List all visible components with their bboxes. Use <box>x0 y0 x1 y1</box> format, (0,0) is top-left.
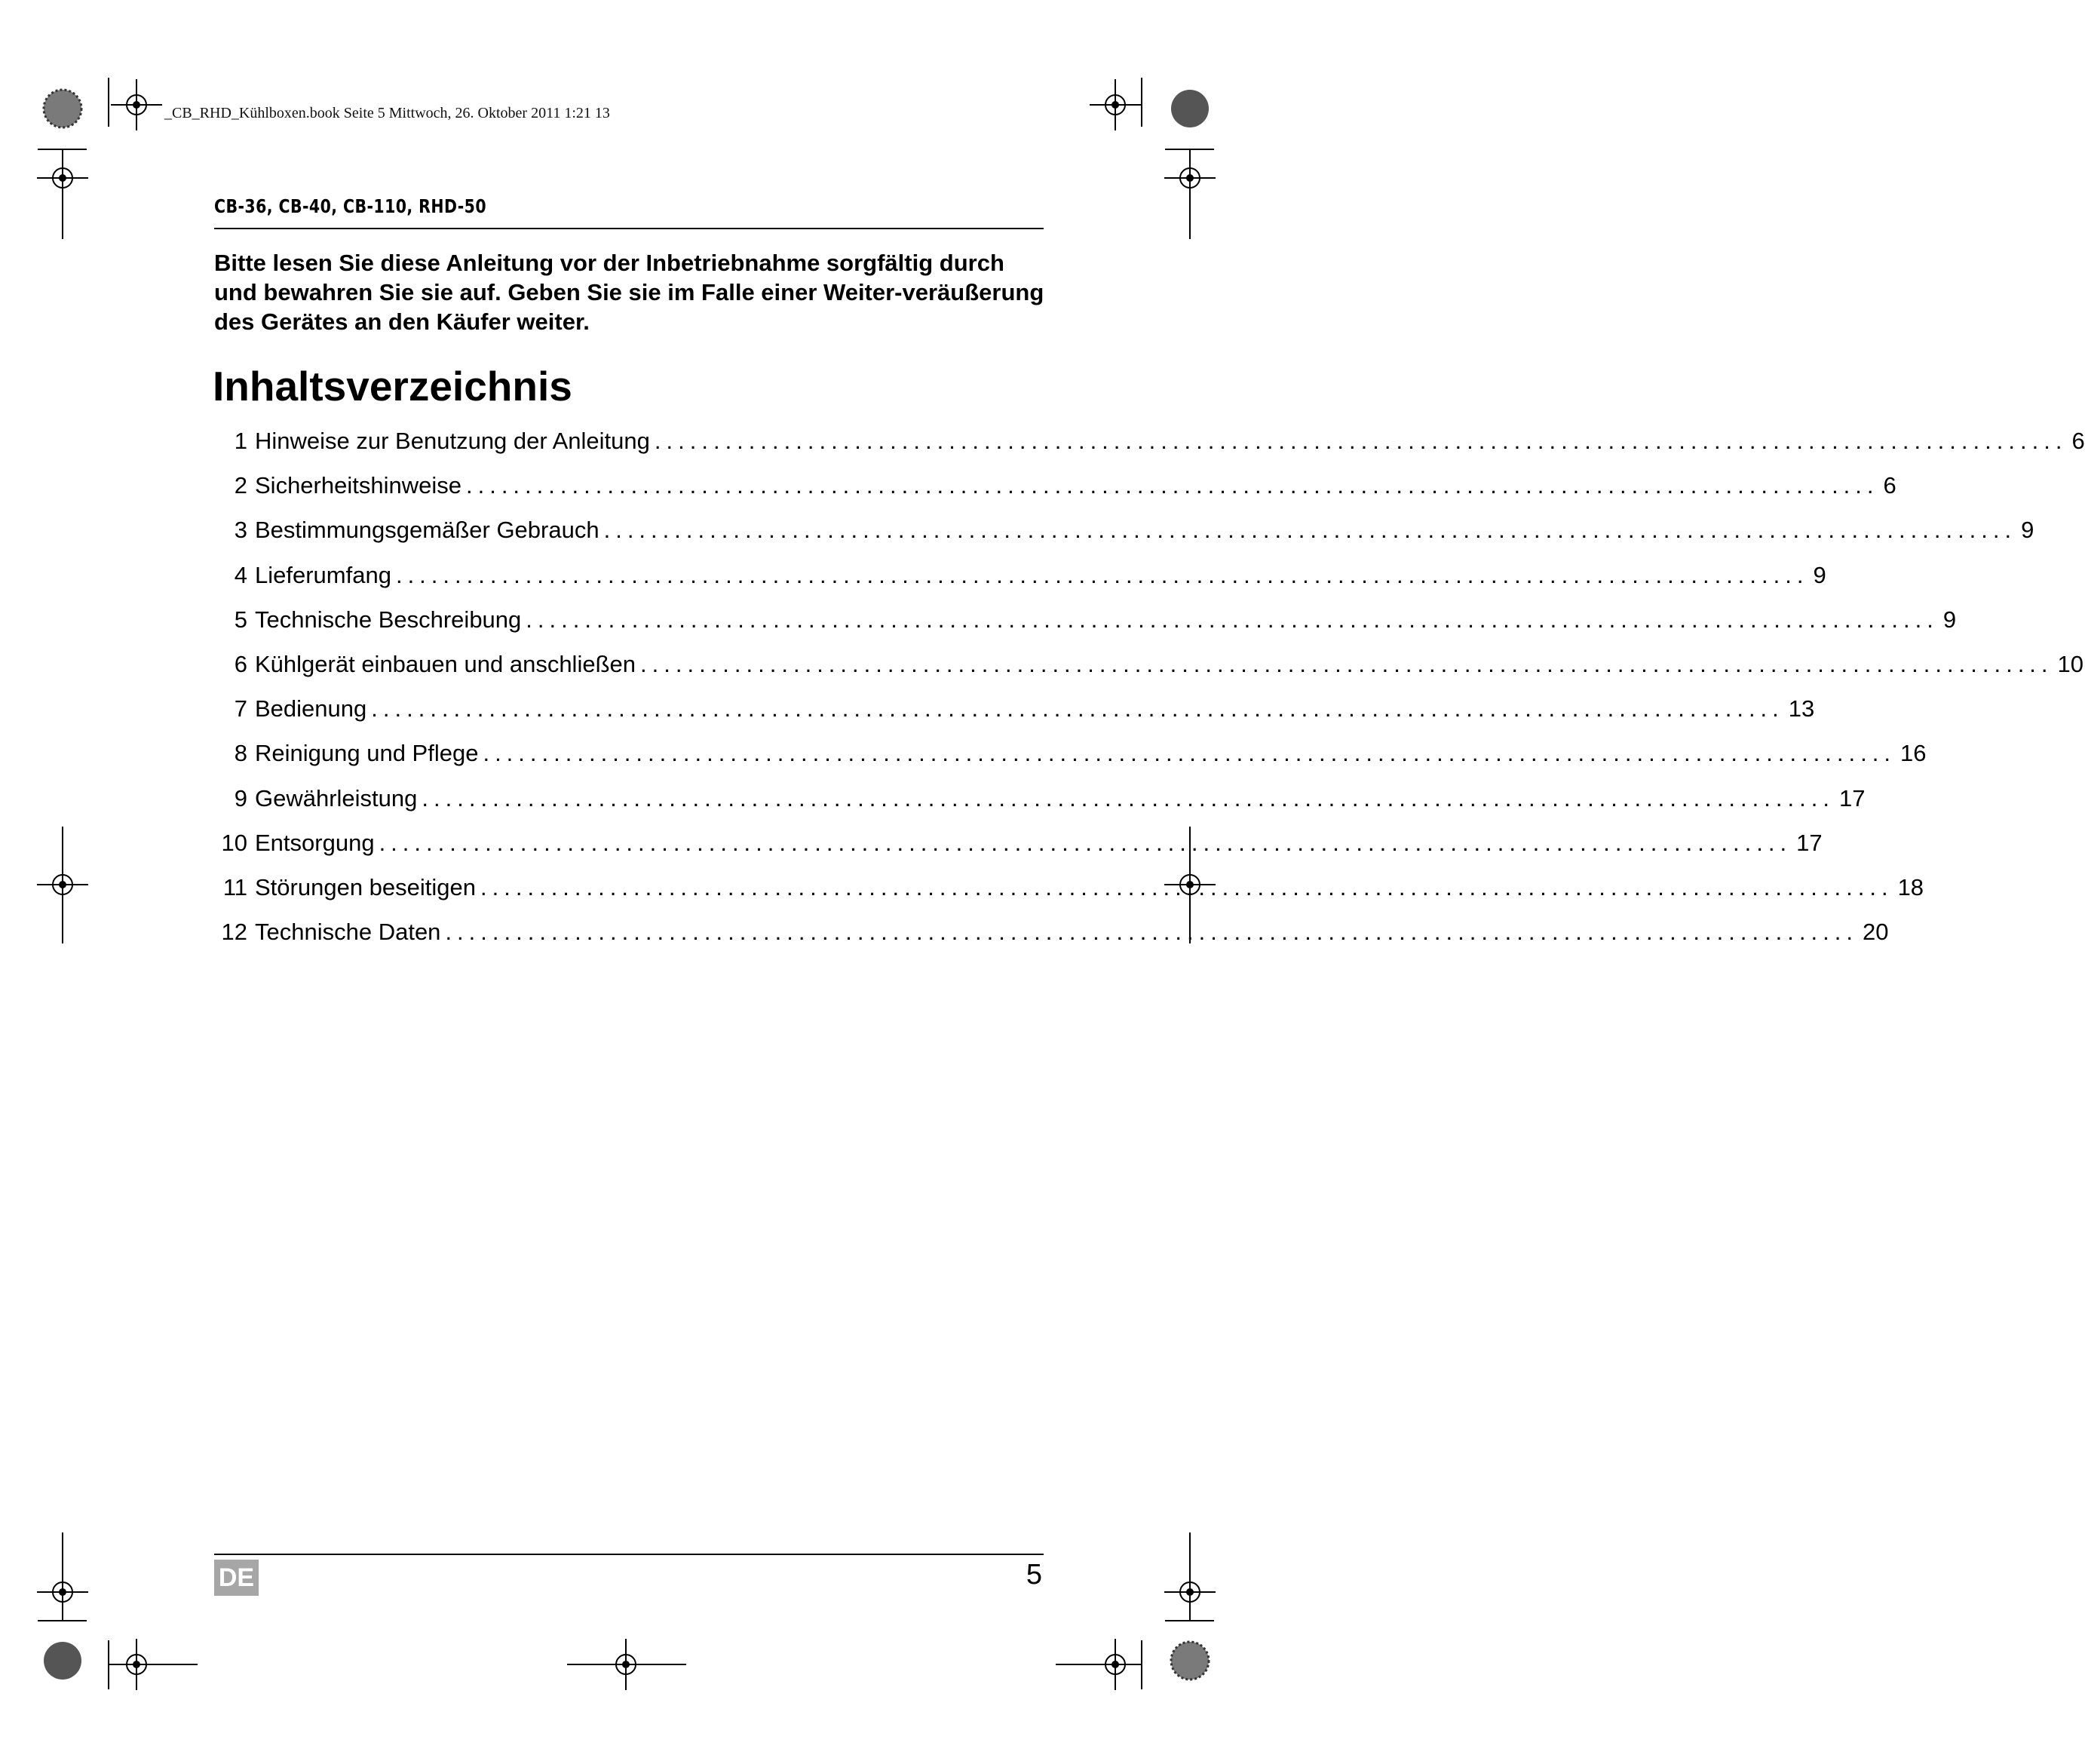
toc-entry[interactable] <box>219 827 1823 872</box>
language-badge: DE <box>214 1560 259 1596</box>
toc-entry[interactable] <box>219 693 1815 738</box>
toc-leader-dots: ........................................................................................................................ <box>526 606 1939 633</box>
toc-entry-page: 17 <box>1838 784 1866 811</box>
toc-leader-dots: ........................................................................................................................ <box>483 740 1896 767</box>
toc-entry-number: 8 <box>234 740 247 767</box>
toc-entry-title: Gewährleistung <box>255 784 418 811</box>
toc-entry-page: 9 <box>1942 606 1957 633</box>
toc-entry-page: 20 <box>1862 919 1889 946</box>
toc-entry-number: 10 <box>221 829 247 856</box>
toc-entry-page: 10 <box>2057 650 2084 677</box>
toc-leader-dots: ........................................................................................................................ <box>445 919 1858 946</box>
toc-entry-title: Bestimmungsgemäßer Gebrauch <box>255 517 599 544</box>
toc-entry-page: 13 <box>1788 695 1815 722</box>
toc-leader-dots: ........................................................................................................................ <box>465 472 1879 499</box>
toc-leader-dots: ........................................................................................................................ <box>371 695 1784 722</box>
toc-entry-title: Entsorgung <box>255 829 375 856</box>
toc-leader-dots: ........................................................................................................................ <box>640 650 2053 677</box>
toc-title: Inhaltsverzeichnis <box>213 363 572 410</box>
toc-entry-number: 3 <box>234 517 247 544</box>
toc-entry-title: Kühlgerät einbauen und anschließen <box>255 650 636 677</box>
print-slug: _CB_RHD_Kühlboxen.book Seite 5 Mittwoch, 26. Oktober 2011 1:21 13 <box>164 105 610 121</box>
toc-entry-title: Lieferumfang <box>255 561 391 588</box>
toc-entry-title: Sicherheitshinweise <box>255 472 461 499</box>
toc-entry[interactable] <box>219 514 2034 559</box>
toc-entry-page: 18 <box>1897 873 1924 900</box>
toc-entry[interactable] <box>219 470 1896 514</box>
toc-entry-number: 5 <box>234 606 247 633</box>
toc-leader-dots: ........................................................................................................................ <box>603 517 2017 544</box>
toc-entry-page: 9 <box>2021 517 2034 544</box>
header-rule <box>214 228 1044 229</box>
toc-entry-number: 2 <box>234 472 247 499</box>
toc-leader-dots: ........................................................................................................................ <box>379 829 1792 856</box>
footer-rule <box>214 1554 1044 1555</box>
toc-leader-dots: ........................................................................................................................ <box>480 873 1893 900</box>
toc-entry[interactable] <box>219 425 2085 470</box>
toc-entry-title: Störungen beseitigen <box>255 873 477 900</box>
toc-entry-page: 6 <box>1883 472 1896 499</box>
table-of-contents <box>219 425 2085 961</box>
toc-entry-number: 12 <box>221 919 247 946</box>
page-number: 5 <box>1026 1559 1042 1591</box>
toc-entry[interactable] <box>219 872 1924 916</box>
toc-entry-title: Technische Beschreibung <box>255 606 522 633</box>
toc-entry[interactable] <box>219 916 1889 961</box>
toc-entry-number: 1 <box>234 428 247 454</box>
toc-entry[interactable] <box>219 783 1866 827</box>
toc-entry-number: 9 <box>234 784 247 811</box>
toc-leader-dots: ........................................................................................................................ <box>422 784 1835 811</box>
toc-entry-number: 4 <box>234 561 247 588</box>
toc-leader-dots: ........................................................................................................................ <box>395 561 1809 588</box>
toc-entry-number: 6 <box>234 650 247 677</box>
toc-entry-page: 16 <box>1900 740 1927 767</box>
intro-paragraph: Bitte lesen Sie diese Anleitung vor der Inbetriebnahme sorgfältig durch und bewahren Sie sie auf. Geben Sie sie im Falle einer Weiter-veräußerung des Gerätes an den Käufer weiter. <box>214 250 1044 335</box>
toc-entry-number: 11 <box>222 873 247 900</box>
toc-entry-page: 9 <box>1813 561 1826 588</box>
toc-entry-title: Hinweise zur Benutzung der Anleitung <box>255 428 650 454</box>
toc-entry-title: Bedienung <box>255 695 367 722</box>
toc-entry-title: Technische Daten <box>255 919 441 946</box>
toc-leader-dots: ........................................................................................................................ <box>654 428 2068 454</box>
toc-entry-title: Reinigung und Pflege <box>255 740 479 767</box>
toc-entry[interactable] <box>219 738 1927 782</box>
toc-entry[interactable] <box>219 649 2084 693</box>
header-model-list: CB-36, CB-40, CB-110, RHD-50 <box>214 195 487 217</box>
toc-entry-number: 7 <box>234 695 247 722</box>
toc-entry-page: 17 <box>1796 829 1823 856</box>
toc-entry[interactable] <box>219 604 1957 649</box>
toc-entry[interactable] <box>219 560 1826 604</box>
toc-entry-page: 6 <box>2071 428 2085 454</box>
